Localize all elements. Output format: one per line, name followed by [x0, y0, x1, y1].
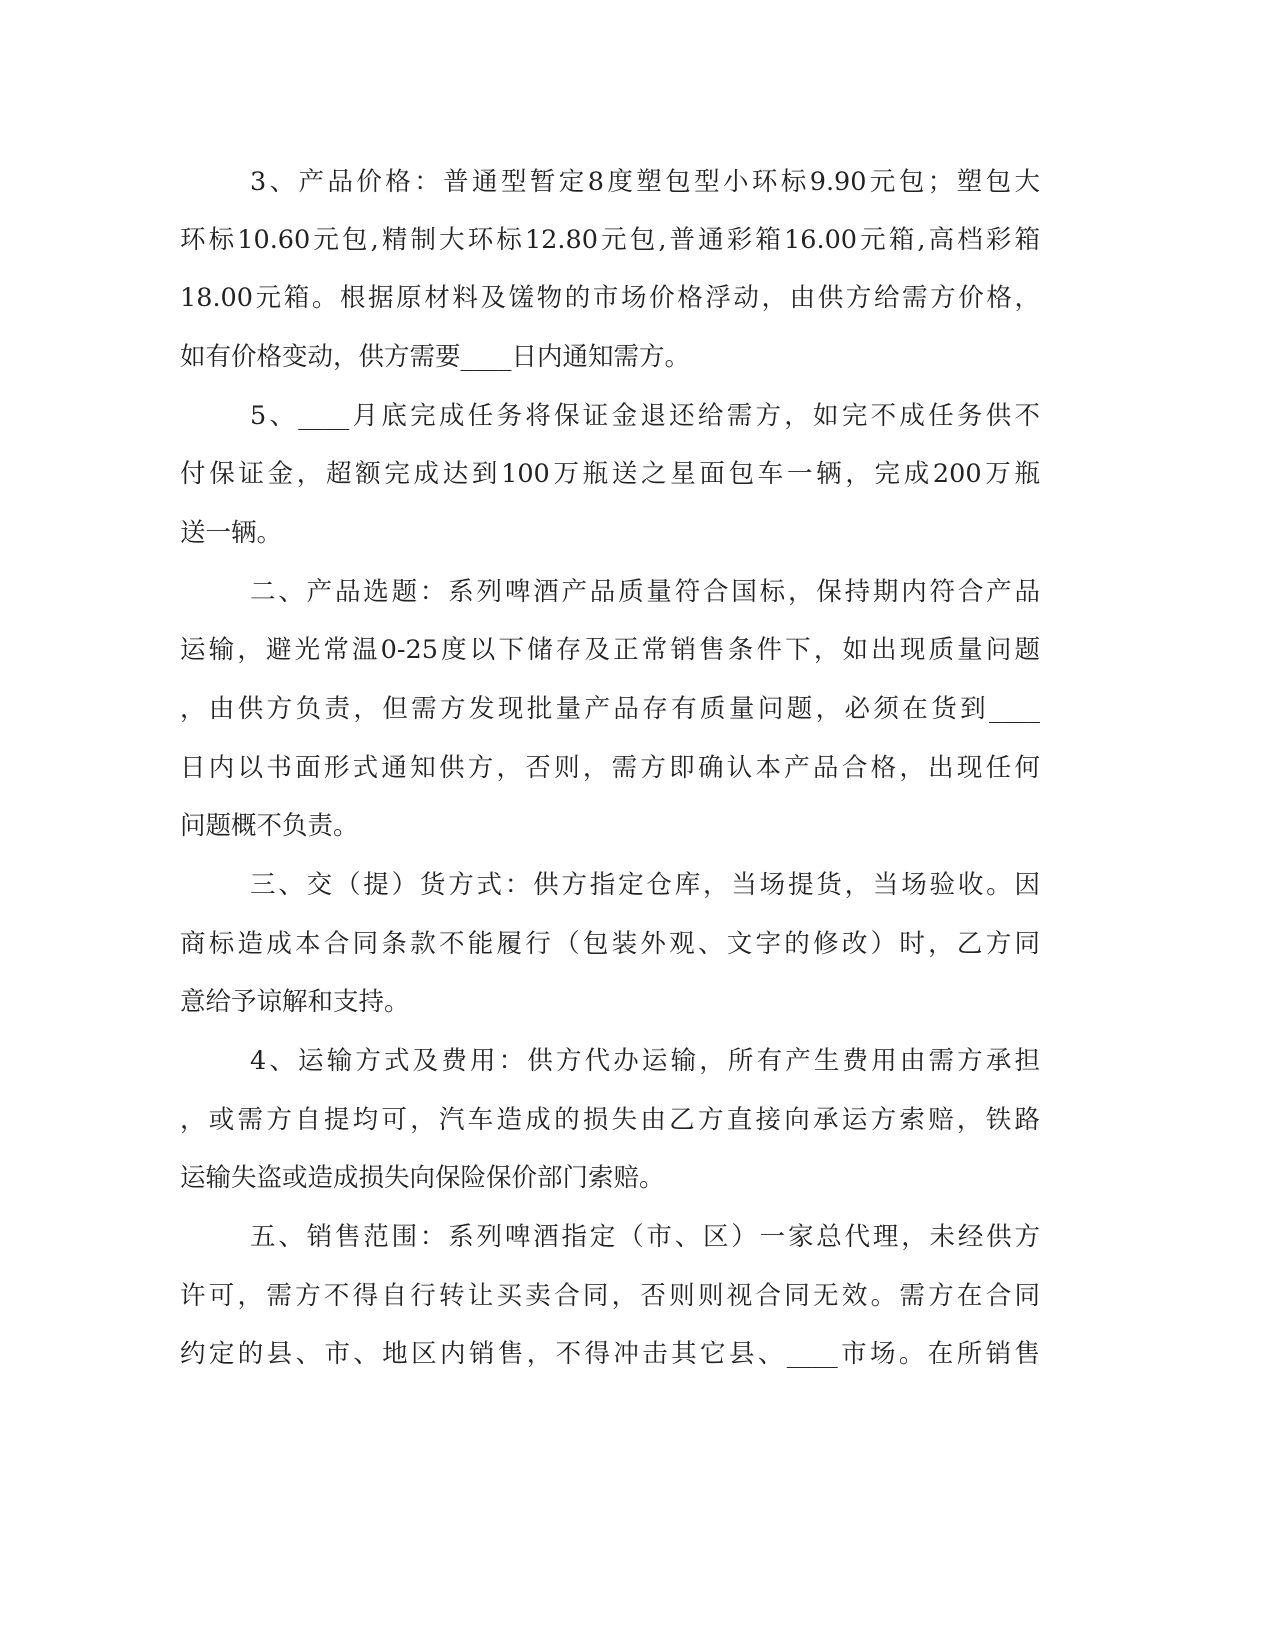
text-line: 付保证金，超额完成达到100万瓶送之星面包车一辆，完成200万瓶: [180, 459, 1040, 489]
text-line: 运输，避光常温0-25度以下储存及正常销售条件下，如出现质量问题: [180, 635, 1040, 665]
text-line: 许可，需方不得自行转让买卖合同，否则则视合同无效。需方在合同: [180, 1281, 1040, 1311]
text-line: 意给予谅解和支持。: [180, 987, 410, 1017]
text-line: 送一辆。: [180, 518, 283, 548]
text-line: 日内以书面形式通知供方，否则，需方即确认本产品合格，出现任何: [180, 753, 1040, 783]
text-line: 5、____月底完成任务将保证金退还给需方，如完不成任务供不: [250, 401, 1040, 431]
text-line: 问题概不负责。: [180, 811, 359, 841]
text-line: 3、产品价格：普通型暂定8度塑包型小环标9.90元包；塑包大: [250, 167, 1040, 197]
text-line: 约定的县、市、地区内销售，不得冲击其它县、____市场。在所销售: [180, 1339, 1040, 1369]
text-line: 4、运输方式及费用：供方代办运输，所有产生费用由需方承担: [250, 1046, 1040, 1076]
text-line: 如有价格变动，供方需要____日内通知需方。: [180, 342, 691, 372]
text-line: 二、产品选题：系列啤酒产品质量符合国标，保持期内符合产品: [250, 577, 1040, 607]
text-line: 运输失盗或造成损失向保险保价部门索赔。: [180, 1163, 665, 1193]
text-line: 五、销售范围：系列啤酒指定（市、区）一家总代理，未经供方: [250, 1222, 1040, 1252]
text-line: 环标10.60元包,精制大环标12.80元包,普通彩箱16.00元箱,高档彩箱: [180, 225, 1040, 255]
text-line: 三、交（提）货方式：供方指定仓库，当场提货，当场验收。因: [250, 870, 1040, 900]
text-line: 18.00元箱。根据原材料及馐物的市场价格浮动，由供方给需方价格，: [180, 283, 1040, 313]
text-line: 商标造成本合同条款不能履行（包装外观、文字的修改）时，乙方同: [180, 929, 1040, 959]
text-line: ，或需方自提均可，汽车造成的损失由乙方直接向承运方索赔，铁路: [180, 1105, 1040, 1135]
text-line: ，由供方负责，但需方发现批量产品存有质量问题，必须在货到____: [180, 694, 1040, 724]
